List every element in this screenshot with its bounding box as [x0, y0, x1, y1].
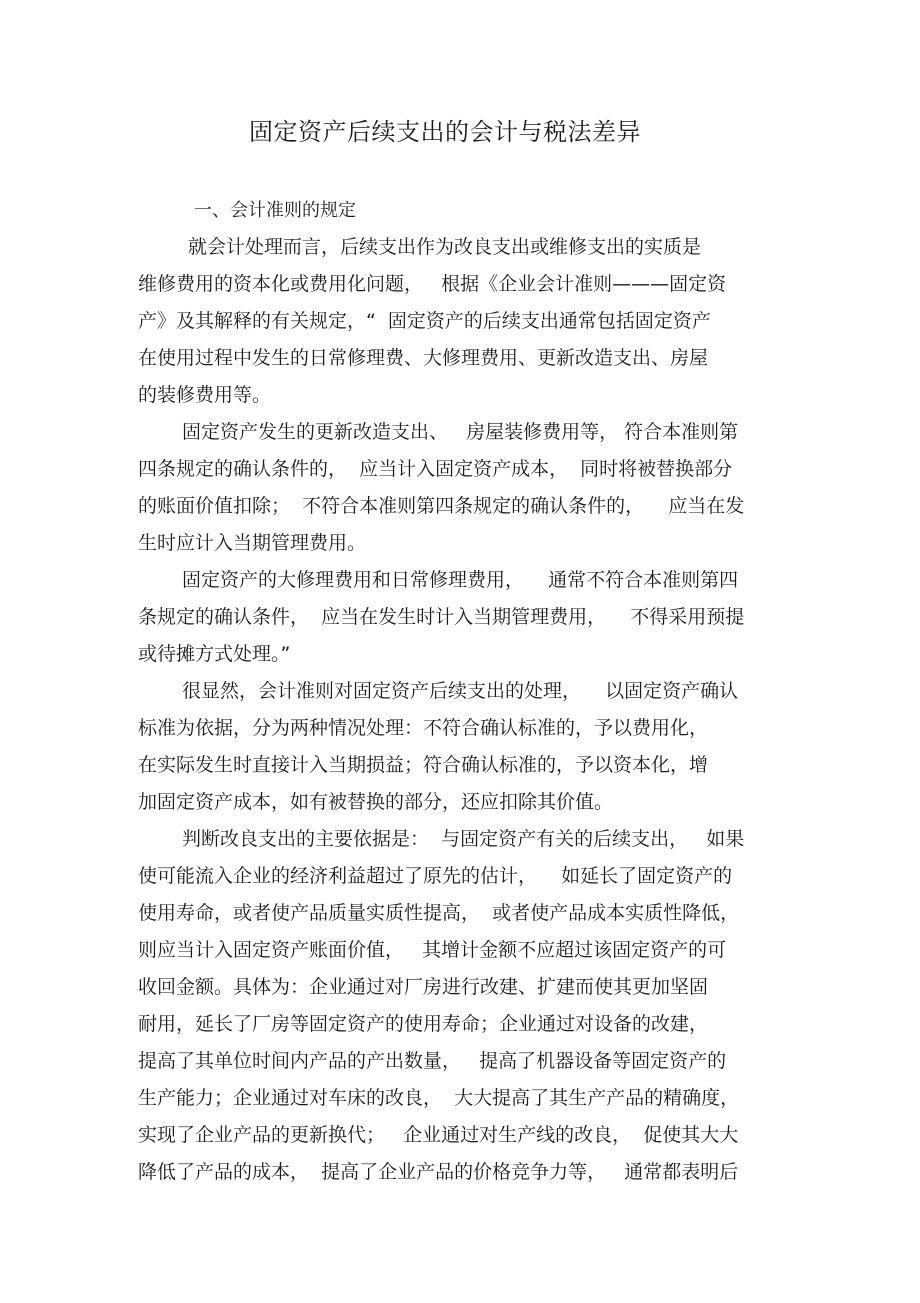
- paragraph-line: 实现了企业产品的更新换代； 企业通过对生产线的改良， 促使其大大: [138, 1124, 739, 1146]
- paragraph-line: 标准为依据，分为两种情况处理：不符合确认标准的，予以费用化，: [138, 717, 709, 739]
- paragraph-line: 条规定的确认条件， 应当在发生时计入当期管理费用， 不得采用预提: [138, 606, 745, 628]
- paragraph-line: 判断改良支出的主要依据是： 与固定资产有关的后续支出， 如果: [182, 828, 745, 850]
- paragraph-line: 固定资产发生的更新改造支出、 房屋装修费用等， 符合本准则第: [182, 421, 739, 443]
- paragraph-5: [138, 821, 798, 1191]
- paragraph-line: 产》及其解释的有关规定，“ 固定资产的后续支出通常包括固定资产: [138, 310, 711, 332]
- document-title: 固定资产后续支出的会计与税法差异: [249, 118, 641, 146]
- paragraph-line: 在实际发生时直接计入当期损益；符合确认标准的，予以资本化，增: [138, 754, 709, 776]
- paragraph-line: 在使用过程中发生的日常修理费、大修理费用、更新改造支出、房屋: [138, 347, 709, 369]
- paragraph-line: 生产能力；企业通过对车床的改良， 大大提高了其生产产品的精确度，: [138, 1087, 740, 1109]
- paragraph-line: 就会计处理而言，后续支出作为改良支出或维修支出的实质是: [188, 236, 702, 258]
- section-heading: 一、会计准则的规定: [194, 200, 356, 221]
- paragraph-line: 加固定资产成本，如有被替换的部分，还应扣除其价值。: [138, 791, 614, 813]
- paragraph-line: 使用寿命，或者使产品质量实质性提高， 或者使产品成本实质性降低，: [138, 902, 740, 924]
- paragraph-line: 或待摊方式处理。”: [138, 643, 291, 665]
- paragraph-3: [138, 562, 798, 673]
- paragraph-line: 则应当计入固定资产账面价值， 其增计金额不应超过该固定资产的可: [138, 939, 727, 961]
- paragraph-line: 维修费用的资本化或费用化问题， 根据《企业会计准则———固定资: [138, 273, 727, 295]
- paragraph-line: 耐用，延长了厂房等固定资产的使用寿命；企业通过对设备的改建，: [138, 1013, 709, 1035]
- paragraph-line: 很显然，会计准则对固定资产后续支出的处理， 以固定资产确认: [182, 680, 739, 702]
- paragraph-line: 收回金额。具体为：企业通过对厂房进行改建、扩建而使其更加坚固: [138, 976, 709, 998]
- paragraph-line: 降低了产品的成本， 提高了企业产品的价格竞争力等， 通常都表明后: [138, 1161, 739, 1183]
- paragraph-1: [138, 229, 798, 414]
- paragraph-line: 四条规定的确认条件的， 应当计入固定资产成本， 同时将被替换部分: [138, 458, 733, 480]
- paragraph-line: 的装修费用等。: [138, 384, 272, 406]
- paragraph-4: [138, 673, 798, 821]
- paragraph-2: [138, 414, 798, 562]
- paragraph-line: 生时应计入当期管理费用。: [138, 532, 367, 554]
- paragraph-line: 使可能流入企业的经济利益超过了原先的估计， 如延长了固定资产的: [138, 865, 733, 887]
- document-body: [138, 192, 798, 1191]
- paragraph-line: 固定资产的大修理费用和日常修理费用， 通常不符合本准则第四: [182, 569, 739, 591]
- paragraph-line: 提高了其单位时间内产品的产出数量， 提高了机器设备等固定资产的: [138, 1050, 727, 1072]
- paragraph-line: 的账面价值扣除； 不符合本准则第四条规定的确认条件的， 应当在发: [138, 495, 745, 517]
